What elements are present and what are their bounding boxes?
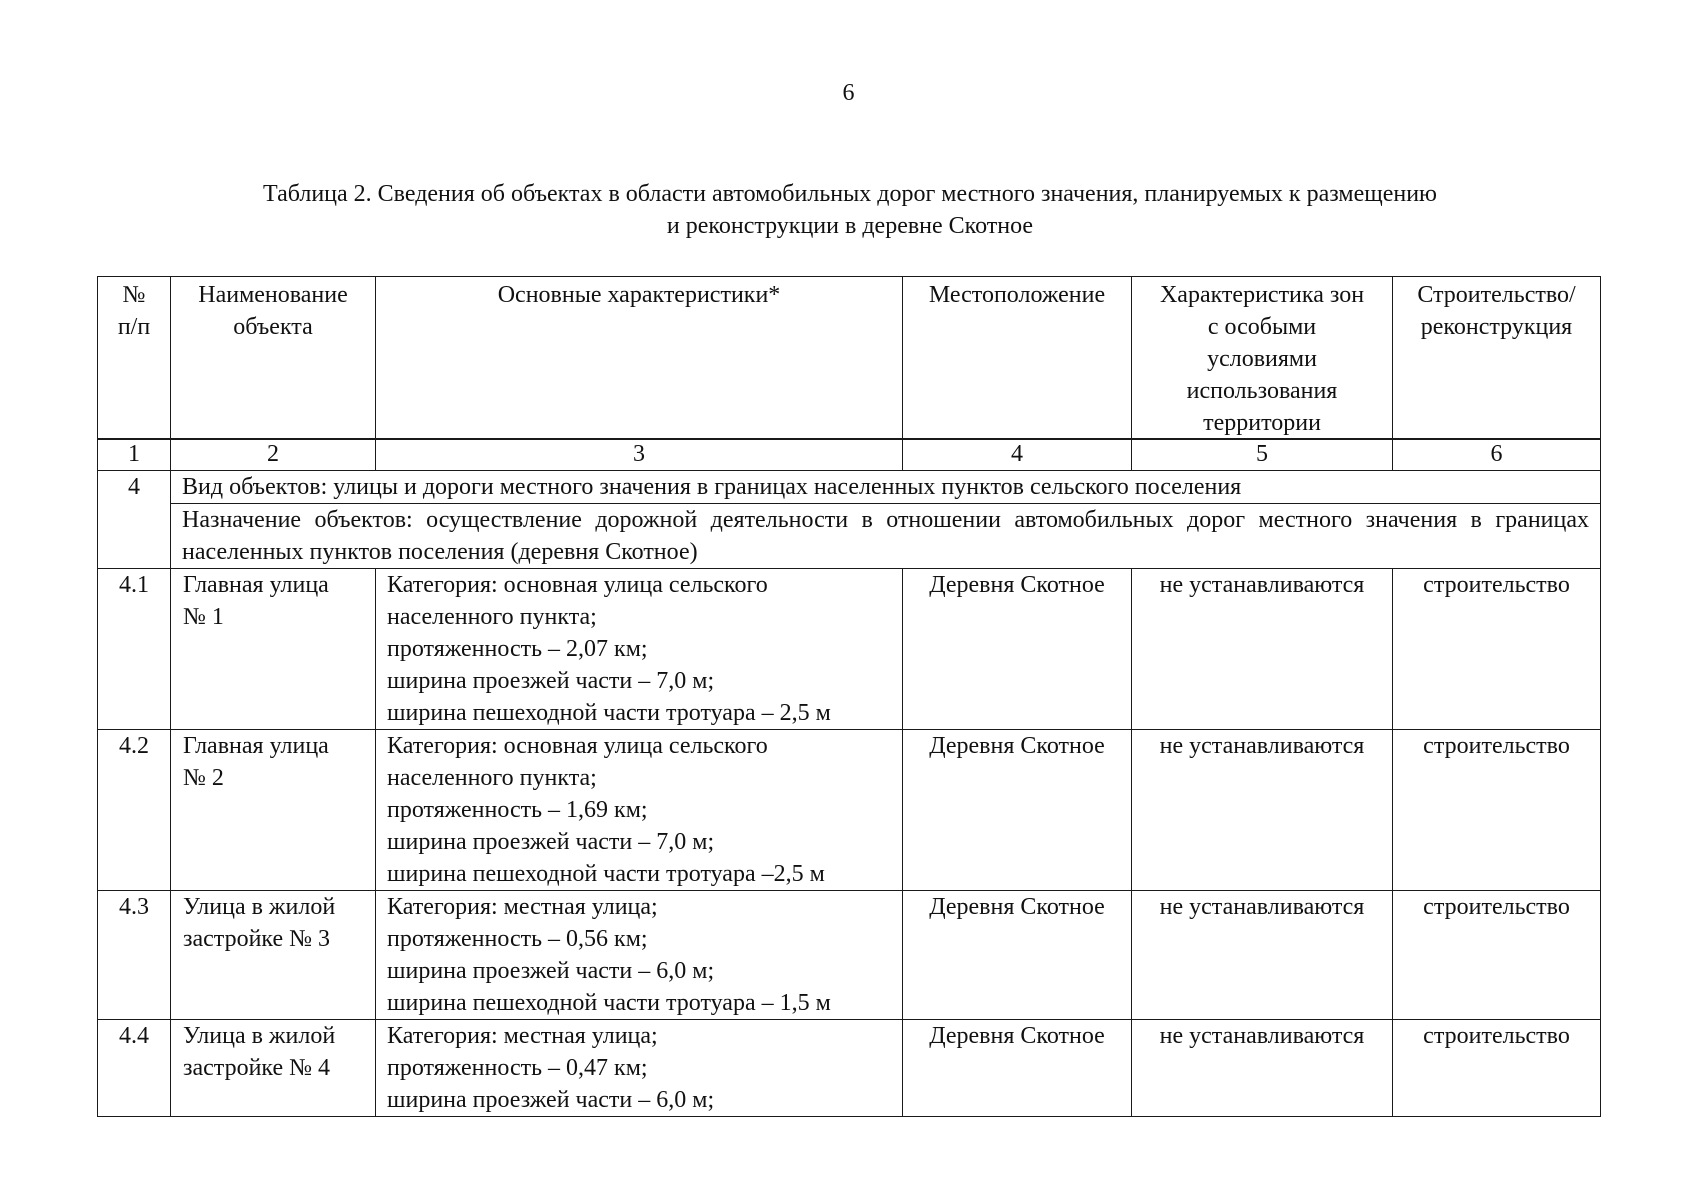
row-number: 4.4 bbox=[98, 1020, 171, 1117]
caption-line-1: Таблица 2. Сведения об объектах в области автомобильных дорог местного значения, планируемых к размещению bbox=[263, 181, 1437, 207]
header-type-line-1: Строительство/ bbox=[1417, 282, 1576, 308]
row-name-line: № 1 bbox=[183, 604, 224, 630]
column-number: 5 bbox=[1132, 439, 1393, 471]
row-zones: не устанавливаются bbox=[1132, 730, 1393, 891]
table-caption bbox=[120, 178, 1580, 242]
column-number: 1 bbox=[98, 439, 171, 471]
header-num-line-1: № bbox=[122, 282, 146, 308]
row-name-line: застройке № 3 bbox=[183, 926, 331, 952]
characteristic-line: ширина проезжей части – 7,0 м; bbox=[387, 668, 715, 694]
table-header bbox=[97, 276, 1601, 440]
row-type: строительство bbox=[1393, 891, 1601, 1020]
characteristic-line: Категория: местная улица; bbox=[387, 894, 658, 920]
header-zones bbox=[1132, 277, 1393, 440]
header-zones-line-5: территории bbox=[1203, 410, 1321, 436]
table-row bbox=[98, 730, 1601, 891]
column-numbers-row bbox=[98, 439, 1601, 471]
characteristic-line: протяженность – 2,07 км; bbox=[387, 636, 648, 662]
row-number: 4.3 bbox=[98, 891, 171, 1020]
characteristic-line: ширина пешеходной части тротуара – 1,5 м bbox=[387, 990, 831, 1016]
header-zones-line-1: Характеристика зон bbox=[1159, 282, 1365, 308]
header-name bbox=[171, 277, 376, 440]
characteristic-line: ширина проезжей части – 7,0 м; bbox=[387, 829, 715, 855]
row-characteristics bbox=[376, 569, 903, 730]
caption-line-2: и реконструкции в деревне Скотное bbox=[666, 213, 1034, 239]
group-purpose-row bbox=[98, 504, 1601, 569]
group-purpose: Назначение объектов: осуществление дорожной деятельности в отношении автомобильных дорог местного значения в границах населенных пунктов поселения (деревня Скотное) bbox=[171, 504, 1601, 569]
row-number: 4.2 bbox=[98, 730, 171, 891]
row-name-line: Улица в жилой bbox=[183, 894, 336, 920]
characteristic-line: протяженность – 0,47 км; bbox=[387, 1055, 648, 1081]
row-zones: не устанавливаются bbox=[1132, 1020, 1393, 1117]
row-name-line: Главная улица bbox=[183, 733, 329, 759]
header-type bbox=[1393, 277, 1601, 440]
table-row bbox=[98, 569, 1601, 730]
column-number: 4 bbox=[903, 439, 1132, 471]
table-body bbox=[97, 438, 1601, 1117]
table-row bbox=[98, 891, 1601, 1020]
group-kind: Вид объектов: улицы и дороги местного значения в границах населенных пунктов сельского поселения bbox=[171, 471, 1601, 504]
header-zones-line-4: использования bbox=[1186, 378, 1338, 404]
row-zones: не устанавливаются bbox=[1132, 891, 1393, 1020]
row-name bbox=[171, 569, 376, 730]
characteristic-line: населенного пункта; bbox=[387, 604, 597, 630]
header-characteristics: Основные характеристики* bbox=[376, 277, 903, 440]
characteristic-line: Категория: основная улица сельского bbox=[387, 733, 768, 759]
header-location: Местоположение bbox=[903, 277, 1132, 440]
characteristic-line: населенного пункта; bbox=[387, 765, 597, 791]
column-number: 6 bbox=[1393, 439, 1601, 471]
row-name-line: Улица в жилой bbox=[183, 1023, 336, 1049]
characteristic-line: протяженность – 1,69 км; bbox=[387, 797, 648, 823]
row-type: строительство bbox=[1393, 730, 1601, 891]
row-characteristics bbox=[376, 891, 903, 1020]
group-kind-row bbox=[98, 471, 1601, 504]
header-name-line-2: объекта bbox=[233, 314, 313, 340]
row-location: Деревня Скотное bbox=[903, 730, 1132, 891]
row-name-line: № 2 bbox=[183, 765, 224, 791]
header-type-line-2: реконструкция bbox=[1420, 314, 1573, 340]
row-location: Деревня Скотное bbox=[903, 569, 1132, 730]
characteristic-line: ширина пешеходной части тротуара – 2,5 м bbox=[387, 700, 831, 726]
row-name bbox=[171, 891, 376, 1020]
row-zones: не устанавливаются bbox=[1132, 569, 1393, 730]
row-name-line: Главная улица bbox=[183, 572, 329, 598]
row-number: 4.1 bbox=[98, 569, 171, 730]
row-location: Деревня Скотное bbox=[903, 1020, 1132, 1117]
column-number: 3 bbox=[376, 439, 903, 471]
row-type: строительство bbox=[1393, 1020, 1601, 1117]
characteristic-line: ширина пешеходной части тротуара –2,5 м bbox=[387, 861, 825, 887]
column-number: 2 bbox=[171, 439, 376, 471]
table-row bbox=[98, 1020, 1601, 1117]
header-name-line-1: Наименование bbox=[198, 282, 348, 308]
characteristic-line: ширина проезжей части – 6,0 м; bbox=[387, 958, 715, 984]
characteristic-line: Категория: основная улица сельского bbox=[387, 572, 768, 598]
header-num-line-2: п/п bbox=[117, 314, 151, 340]
row-characteristics bbox=[376, 1020, 903, 1117]
header-num bbox=[98, 277, 171, 440]
characteristic-line: ширина проезжей части – 6,0 м; bbox=[387, 1087, 715, 1113]
row-name bbox=[171, 730, 376, 891]
header-zones-line-2: с особыми bbox=[1207, 314, 1317, 340]
row-name bbox=[171, 1020, 376, 1117]
row-type: строительство bbox=[1393, 569, 1601, 730]
characteristic-line: протяженность – 0,56 км; bbox=[387, 926, 648, 952]
characteristic-line: Категория: местная улица; bbox=[387, 1023, 658, 1049]
header-zones-line-3: условиями bbox=[1207, 346, 1317, 372]
row-name-line: застройке № 4 bbox=[183, 1055, 331, 1081]
group-number: 4 bbox=[98, 471, 171, 569]
row-characteristics bbox=[376, 730, 903, 891]
page-number: 6 bbox=[842, 80, 855, 106]
row-location: Деревня Скотное bbox=[903, 891, 1132, 1020]
